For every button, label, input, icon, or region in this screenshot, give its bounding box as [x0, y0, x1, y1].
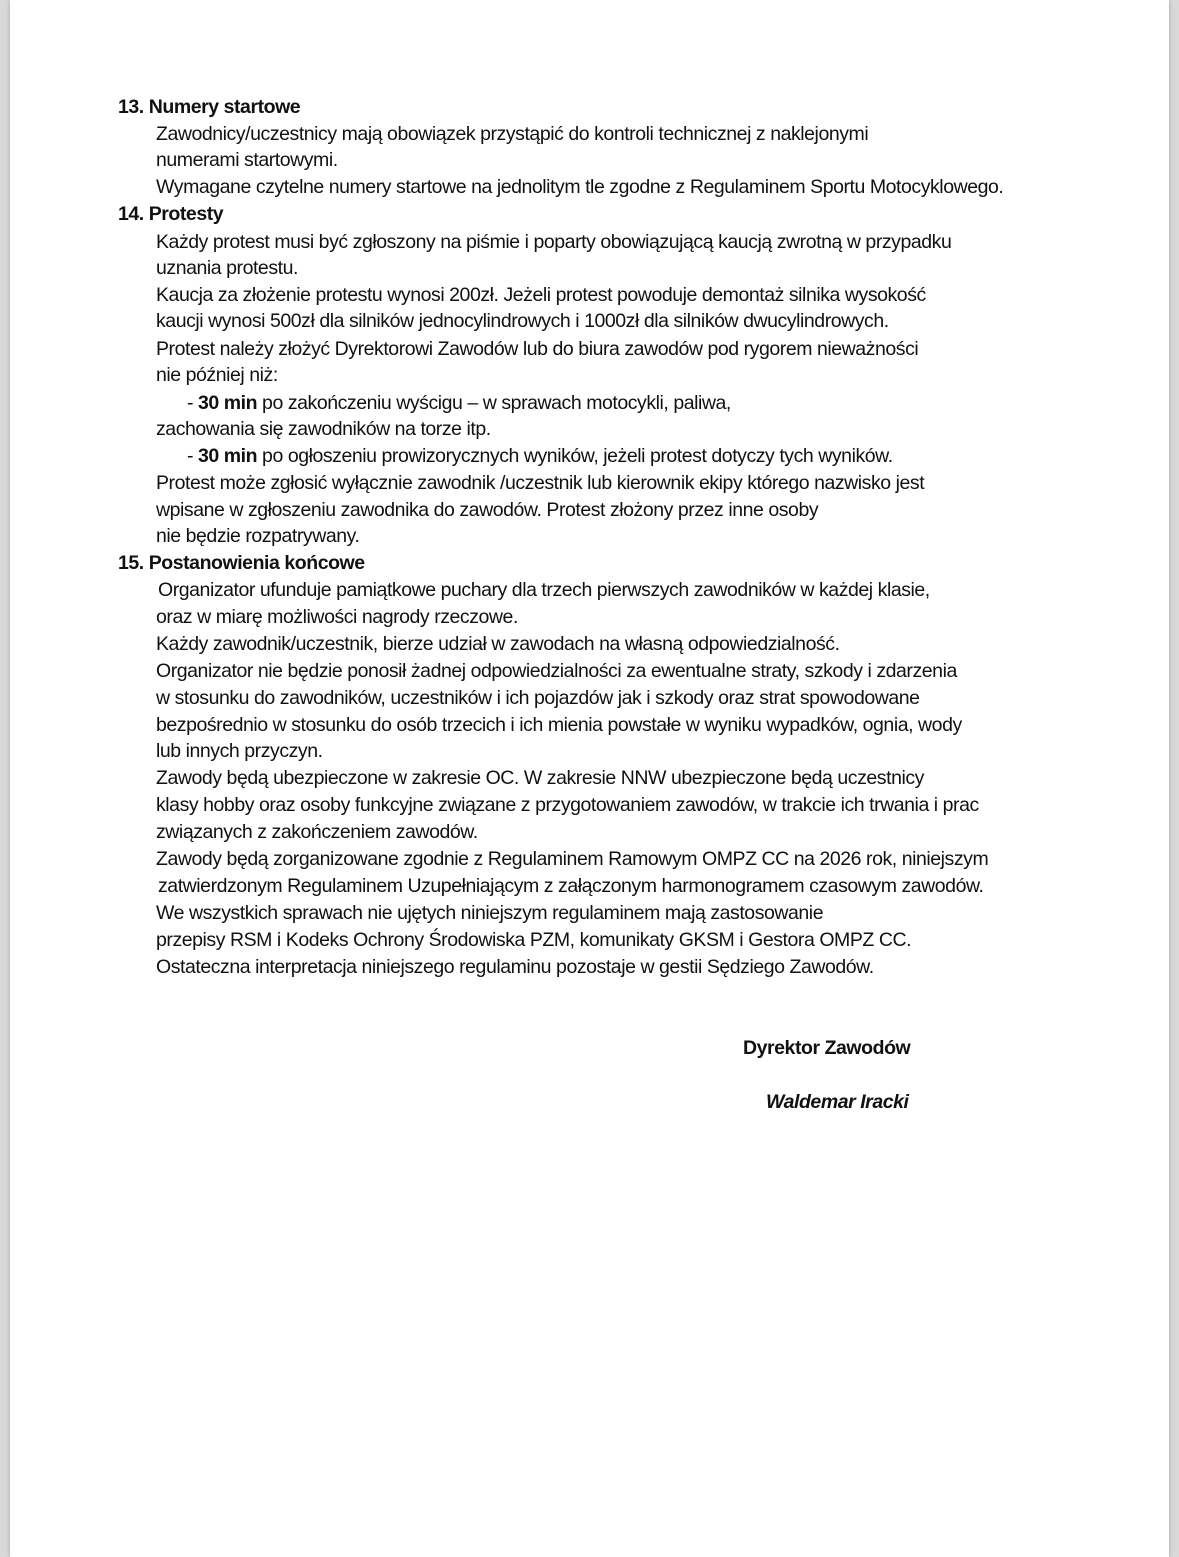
section-15-line-9: klasy hobby oraz osoby funkcyjne związane z przygotowaniem zawodów, w trakcie ich trwania i prac — [156, 794, 979, 816]
protest-deadline-item-1 — [187, 390, 731, 416]
section-15-line-12: zatwierdzonym Regulaminem Uzupełniającym z załączonym harmonogramem czasowym zawodów. — [158, 875, 984, 897]
section-13-line-3: Wymagane czytelne numery startowe na jednolitym tle zgodne z Regulaminem Sportu Motocyklowego. — [156, 176, 1004, 198]
section-14-line-9: nie będzie rozpatrywany. — [156, 525, 360, 547]
deadline-description: po zakończeniu wyścigu – w sprawach motocykli, paliwa, — [257, 392, 731, 414]
section-14-line-4: kaucji wynosi 500zł dla silników jednocylindrowych i 1000zł dla silników dwucylindrowych. — [156, 310, 889, 332]
section-14-line-3: Kaucja za złożenie protestu wynosi 200zł. Jeżeli protest powoduje demontaż silnika wysokość — [156, 284, 926, 306]
section-15-line-6: bezpośrednio w stosunku do osób trzecich i ich mienia powstałe w wyniku wypadków, ognia, wody — [156, 714, 962, 736]
section-14-line-7: Protest może zgłosić wyłącznie zawodnik /uczestnik lub kierownik ekipy którego nazwisko jest — [156, 472, 925, 494]
section-15-line-2: oraz w miarę możliwości nagrody rzeczowe. — [156, 606, 518, 628]
section-14-heading: 14. Protesty — [118, 203, 224, 225]
list-dash: - — [187, 392, 199, 414]
section-15-line-15: Ostateczna interpretacja niniejszego regulaminu pozostaje w gestii Sędziego Zawodów. — [156, 956, 874, 978]
deadline-time: 30 min — [198, 445, 258, 467]
section-15-line-14: przepisy RSM i Kodeks Ochrony Środowiska PZM, komunikaty GKSM i Gestora OMPZ CC. — [156, 929, 912, 951]
section-15-line-10: związanych z zakończeniem zawodów. — [156, 821, 478, 843]
section-15-line-8: Zawody będą ubezpieczone w zakresie OC. W zakresie NNW ubezpieczone będą uczestnicy — [156, 767, 924, 789]
signature-name: Waldemar Iracki — [766, 1091, 909, 1113]
section-13-heading: 13. Numery startowe — [118, 96, 301, 118]
section-15-heading: 15. Postanowienia końcowe — [118, 552, 365, 574]
section-15-line-1: Organizator ufunduje pamiątkowe puchary dla trzech pierwszych zawodników w każdej klasie, — [158, 579, 930, 601]
section-15-line-3: Każdy zawodnik/uczestnik, bierze udział w zawodach na własną odpowiedzialność. — [156, 633, 840, 655]
section-15-line-11: Zawody będą zorganizowane zgodnie z Regulaminem Ramowym OMPZ CC na 2026 rok, niniejszym — [156, 848, 989, 870]
document-page — [10, 0, 1169, 1557]
section-15-line-13: We wszystkich sprawach nie ujętych niniejszym regulaminem mają zastosowanie — [156, 902, 824, 924]
deadline-time: 30 min — [198, 392, 258, 414]
section-13-line-2: numerami startowymi. — [156, 149, 338, 171]
section-13-line-1: Zawodnicy/uczestnicy mają obowiązek przystąpić do kontroli technicznej z naklejonymi — [156, 123, 869, 145]
section-15-line-5: w stosunku do zawodników, uczestników i ich pojazdów jak i szkody oraz strat spowodowane — [156, 687, 920, 709]
protest-deadline-item-2 — [187, 443, 893, 469]
section-14-line-2: uznania protestu. — [156, 257, 298, 279]
section-14-line-1: Każdy protest musi być zgłoszony na piśmie i poparty obowiązującą kaucją zwrotną w przypadku — [156, 231, 952, 253]
list-dash: - — [187, 445, 199, 467]
section-14-line-8: wpisane w zgłoszeniu zawodnika do zawodów. Protest złożony przez inne osoby — [156, 499, 819, 521]
section-14-line-5: Protest należy złożyć Dyrektorowi Zawodów lub do biura zawodów pod rygorem nieważności — [156, 338, 919, 360]
deadline-description: po ogłoszeniu prowizorycznych wyników, jeżeli protest dotyczy tych wyników. — [257, 445, 893, 467]
section-15-line-7: lub innych przyczyn. — [156, 740, 323, 762]
signature-title: Dyrektor Zawodów — [743, 1037, 911, 1059]
protest-deadline-item-1-continued: zachowania się zawodników na torze itp. — [156, 418, 491, 440]
section-15-line-4: Organizator nie będzie ponosił żadnej odpowiedzialności za ewentualne straty, szkody i zdarzenia — [156, 660, 957, 682]
section-14-line-6: nie później niż: — [156, 364, 278, 386]
